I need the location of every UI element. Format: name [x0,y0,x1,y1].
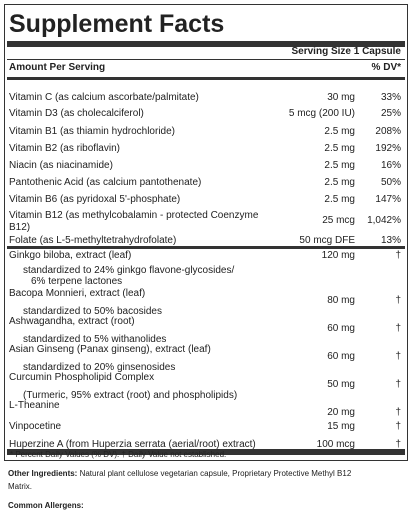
herbal-dv: † [395,407,401,418]
herbal-standardization: standardized to 24% ginkgo flavone-glycosides/ [23,265,235,276]
herbal-amount: 50 mg [327,379,355,390]
nutrient-dv: 25% [380,108,401,119]
nutrient-dv: 50% [380,177,401,188]
nutrient-dv: 1,042% [367,215,401,226]
herbal-amount: 20 mg [327,407,355,418]
herbal-name: Vinpocetine [9,421,62,432]
herbal-standardization: standardized to 50% bacosides [23,306,162,317]
herbal-standardization: (Turmeric, 95% extract (root) and phospholipids) [23,390,238,401]
nutrient-amount: 5 mcg (200 IU) [288,108,355,119]
herbal-name: Bacopa Monnieri, extract (leaf) [9,288,146,299]
nutrient-name: Vitamin B6 (as pyridoxal 5'-phosphate) [9,194,181,205]
herbal-dv: † [395,323,401,334]
nutrient-amount: 2.5 mg [324,160,355,171]
nutrient-amount: 2.5 mg [324,126,355,137]
common-allergens-label: Common Allergens: [8,501,84,510]
herbal-amount: 60 mg [327,351,355,362]
nutrient-name: Vitamin B2 (as riboflavin) [9,143,120,154]
herbal-dv: † [395,439,401,450]
serving-divider [7,59,405,60]
herbal-amount: 120 mg [321,250,355,261]
nutrient-name: Niacin (as niacinamide) [9,160,113,171]
nutrient-name: Pantothenic Acid (as calcium pantothenate) [9,177,202,188]
herbal-standardization-continued: 6% terpene lactones [31,276,123,287]
nutrient-dv: 208% [375,126,401,137]
herbal-amount: 80 mg [327,295,355,306]
nutrient-amount: 50 mcg DFE [299,235,355,246]
herbal-name: Asian Ginseng (Panax ginseng), extract (leaf) [9,344,211,355]
other-ingredients-text: Natural plant cellulose vegetarian capsule, Proprietary Protective Methyl B12 [77,469,352,478]
herbal-name: Ginkgo biloba, extract (leaf) [9,250,132,261]
herbal-amount: 60 mg [327,323,355,334]
panel-title: Supplement Facts [9,10,225,38]
nutrient-name: Folate (as L-5-methyltetrahydrofolate) [9,235,177,246]
nutrient-amount: 2.5 mg [324,194,355,205]
herbal-name: L-Theanine [9,400,60,411]
serving-size: Serving Size 1 Capsule [291,46,401,57]
herbal-dv: † [395,351,401,362]
herbal-name: Huperzine A (from Huperzia serrata (aerial/root) extract) [9,439,256,450]
nutrient-name: Vitamin C (as calcium ascorbate/palmitate) [9,92,199,103]
amount-per-serving-header: Amount Per Serving [9,62,106,73]
supplement-facts-panel [4,4,408,461]
footnote: * Percent Daily Values (% DV). † Daily Value not established. [10,450,227,459]
other-ingredients [8,467,404,493]
nutrient-dv: 33% [380,92,401,103]
header-divider [7,77,405,80]
common-allergens [8,499,404,512]
nutrient-name: Vitamin D3 (as cholecalciferol) [9,108,144,119]
herbal-standardization: standardized to 5% withanolides [23,334,167,345]
nutrient-dv: 192% [375,143,401,154]
other-ingredients-label: Other Ingredients: [8,469,78,478]
herbal-name: Curcumin Phospholipid Complex [9,372,155,383]
herbal-name: Ashwagandha, extract (root) [9,316,135,327]
herbal-dv: † [395,421,401,432]
nutrient-amount: 2.5 mg [324,177,355,188]
herbal-dv: † [395,379,401,390]
nutrient-dv: 13% [380,235,401,246]
nutrient-name: Vitamin B1 (as thiamin hydrochloride) [9,126,176,137]
dv-header: % DV* [371,62,401,73]
other-ingredients-text-continued: Matrix. [8,482,32,491]
herbal-amount: 15 mg [327,421,355,432]
section-divider [7,246,405,249]
nutrient-amount: 2.5 mg [324,143,355,154]
herbal-standardization: standardized to 20% ginsenosides [23,362,176,373]
herbal-dv: † [395,295,401,306]
nutrient-amount: 25 mcg [322,215,355,226]
herbal-amount: 100 mcg [316,439,355,450]
nutrient-dv: 147% [375,194,401,205]
nutrient-amount: 30 mg [327,92,355,103]
nutrient-name-continued: B12) [9,222,31,233]
nutrient-dv: 16% [380,160,401,171]
nutrient-name: Vitamin B12 (as methylcobalamin - protected Coenzyme [9,210,259,221]
herbal-dv: † [395,250,401,261]
